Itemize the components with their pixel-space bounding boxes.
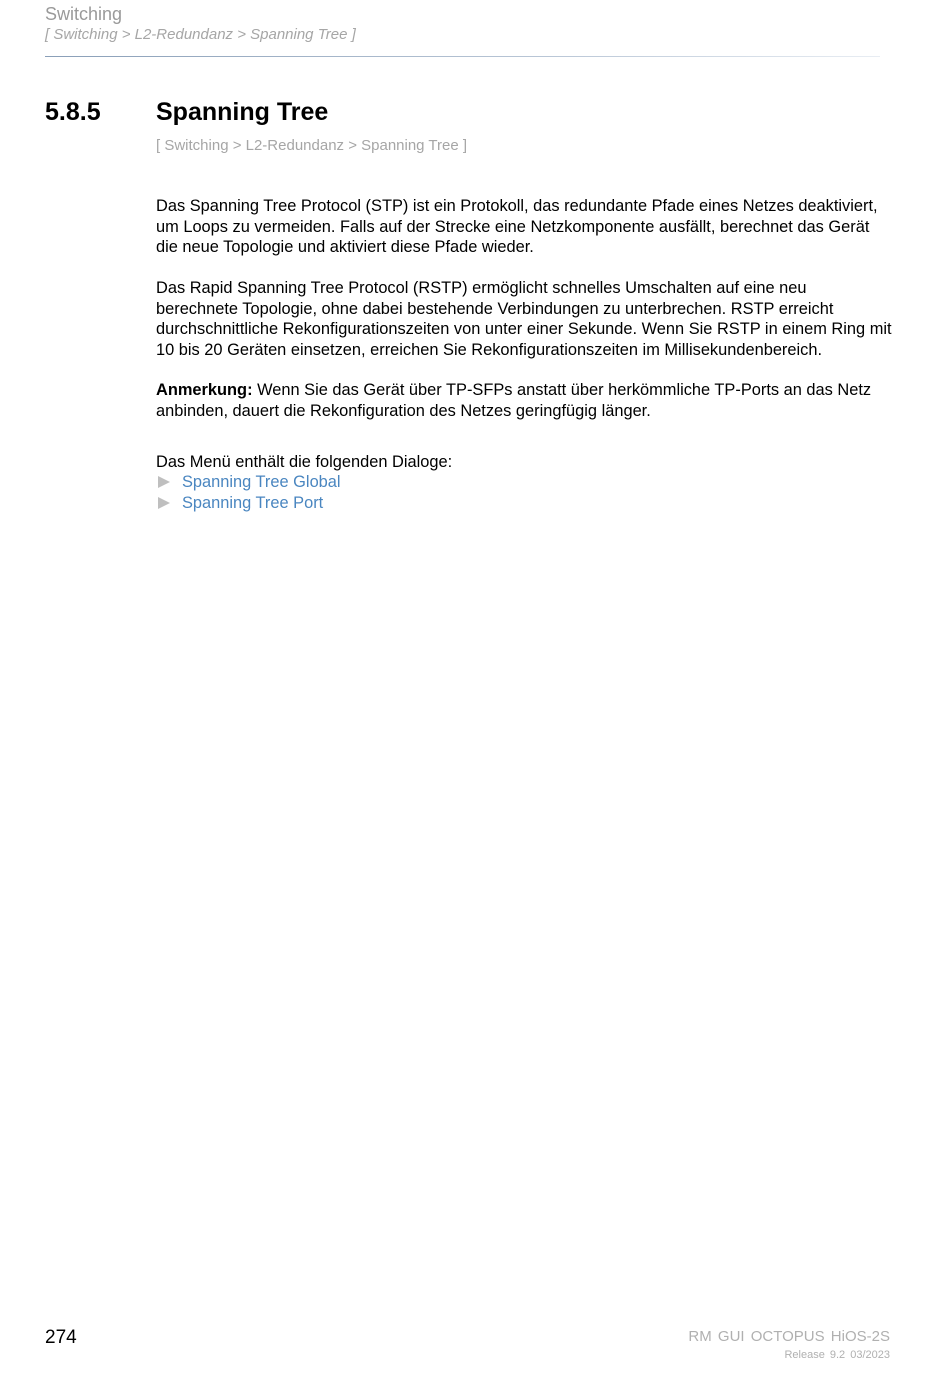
link-spanning-tree-port[interactable]: Spanning Tree Port [182, 493, 324, 512]
dialog-list [156, 472, 341, 513]
menu-intro: Das Menü enthält die folgenden Dialoge: [156, 453, 453, 471]
section-number: 5.8.5 [45, 98, 101, 126]
page-number: 274 [45, 1327, 77, 1348]
triangle-bullet-icon [158, 476, 170, 488]
note-label: Anmerkung: [156, 381, 253, 399]
dialog-list-item [156, 493, 341, 514]
paragraph-stp: Das Spanning Tree Protocol (STP) ist ein Protokoll, das redundante Pfade eines Netzes deaktiviert, um Loops zu vermeiden. Falls auf der Strecke eine Netzkomponente ausfällt, berechnet das Gerät die neue Topologie und aktiviert diese Pfade wieder. [156, 197, 878, 256]
note-paragraph [156, 380, 892, 421]
section-title: Spanning Tree [156, 98, 329, 126]
section-breadcrumb: [ Switching > L2-Redundanz > Spanning Tree ] [156, 137, 468, 154]
link-spanning-tree-global[interactable]: Spanning Tree Global [182, 473, 341, 491]
paragraph-rstp: Das Rapid Spanning Tree Protocol (RSTP) ermöglicht schnelles Umschalten auf eine neu berechnete Topologie, ohne dabei bestehende Verbindungen zu unterbrechen. RSTP erreicht durchschnittliche Rekonfigurationszeiten von unter einer Sekunde. Wenn Sie RSTP in einem Ring mit 10 bis 20 Geräten einsetzen, erreichen Sie Rekonfigurationszeiten im Millisekundenbereich. [156, 279, 892, 359]
header-divider [45, 56, 880, 57]
triangle-bullet-icon [158, 497, 170, 509]
footer-product-name: RM GUI OCTOPUS HiOS-2S [688, 1328, 890, 1345]
dialog-list-item [156, 472, 341, 493]
running-header-title: Switching [45, 4, 123, 24]
running-header-breadcrumb: [ Switching > L2-Redundanz > Spanning Tree ] [45, 26, 356, 43]
note-text: Wenn Sie das Gerät über TP-SFPs anstatt über herkömmliche TP-Ports an das Netz anbinden, dauert die Rekonfiguration des Netzes geringfügig länger. [156, 381, 872, 420]
footer-release: Release 9.2 03/2023 [784, 1349, 890, 1361]
